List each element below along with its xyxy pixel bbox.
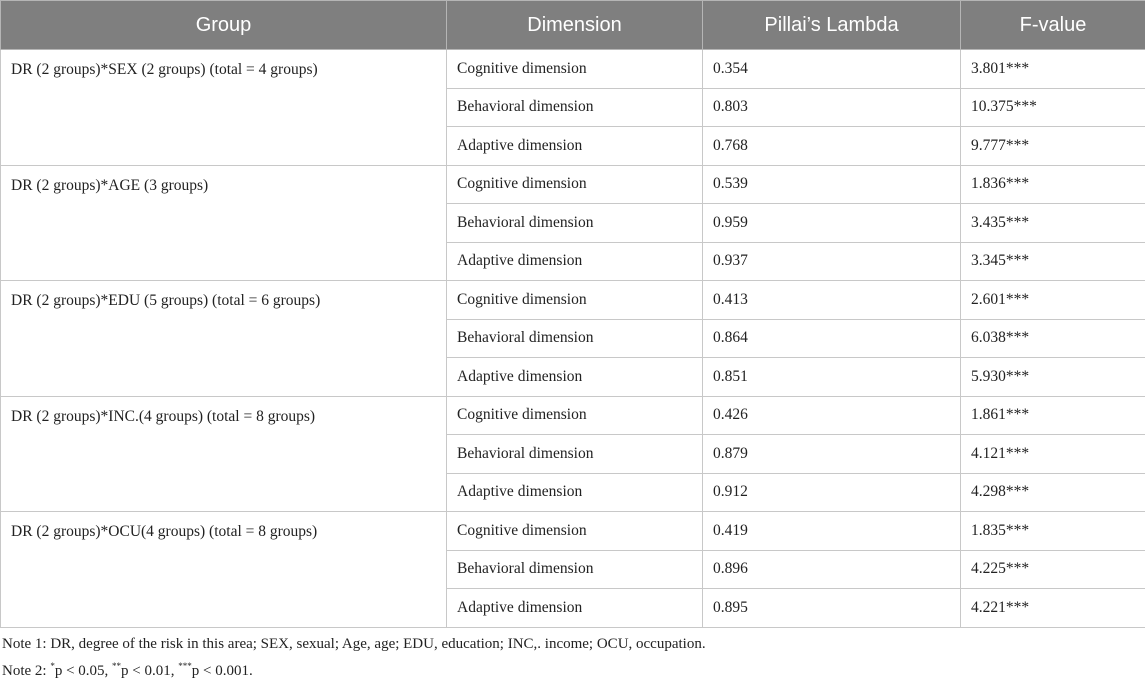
- f-value-cell: 3.435***: [961, 204, 1145, 243]
- table-row: [1, 396, 1145, 435]
- table-row: [1, 281, 1145, 320]
- f-value-cell: 4.298***: [961, 473, 1145, 512]
- f-value-cell: 2.601***: [961, 281, 1145, 320]
- f-value-cell: 4.221***: [961, 589, 1145, 628]
- lambda-cell: 0.539: [703, 165, 961, 204]
- f-value-cell: 1.861***: [961, 396, 1145, 435]
- dimension-cell: Adaptive dimension: [447, 473, 703, 512]
- table-header: [1, 1, 1145, 50]
- dimension-cell: Cognitive dimension: [447, 512, 703, 551]
- dimension-cell: Adaptive dimension: [447, 358, 703, 397]
- note-2-text: p < 0.05,: [55, 663, 112, 679]
- dimension-cell: Behavioral dimension: [447, 319, 703, 358]
- table-body: [1, 50, 1145, 628]
- lambda-cell: 0.803: [703, 88, 961, 127]
- table-row: [1, 512, 1145, 551]
- lambda-cell: 0.879: [703, 435, 961, 474]
- dimension-cell: Behavioral dimension: [447, 88, 703, 127]
- f-value-cell: 3.801***: [961, 50, 1145, 89]
- dimension-cell: Behavioral dimension: [447, 204, 703, 243]
- note-2-prefix: Note 2:: [2, 663, 50, 679]
- group-label: DR (2 groups)*AGE (3 groups): [1, 165, 447, 281]
- lambda-cell: 0.426: [703, 396, 961, 435]
- header-group: Group: [1, 1, 447, 50]
- dimension-cell: Behavioral dimension: [447, 550, 703, 589]
- lambda-cell: 0.912: [703, 473, 961, 512]
- group-label: DR (2 groups)*INC.(4 groups) (total = 8 groups): [1, 396, 447, 512]
- lambda-cell: 0.959: [703, 204, 961, 243]
- dimension-cell: Cognitive dimension: [447, 281, 703, 320]
- f-value-cell: 4.121***: [961, 435, 1145, 474]
- f-value-cell: 5.930***: [961, 358, 1145, 397]
- lambda-cell: 0.895: [703, 589, 961, 628]
- table-row: [1, 165, 1145, 204]
- group-label: DR (2 groups)*SEX (2 groups) (total = 4 groups): [1, 50, 447, 166]
- f-value-cell: 10.375***: [961, 88, 1145, 127]
- dimension-cell: Adaptive dimension: [447, 589, 703, 628]
- table-notes: [0, 633, 1145, 682]
- dimension-cell: Adaptive dimension: [447, 242, 703, 281]
- significance-marker: *: [50, 661, 55, 671]
- f-value-cell: 1.836***: [961, 165, 1145, 204]
- header-row: [1, 1, 1145, 50]
- header-dimension: Dimension: [447, 1, 703, 50]
- note-2-text: p < 0.01,: [121, 663, 178, 679]
- header-pillais-lambda: Pillai’s Lambda: [703, 1, 961, 50]
- dimension-cell: Cognitive dimension: [447, 165, 703, 204]
- group-label: DR (2 groups)*OCU(4 groups) (total = 8 groups): [1, 512, 447, 628]
- note-2-text: p < 0.001.: [192, 663, 253, 679]
- lambda-cell: 0.937: [703, 242, 961, 281]
- f-value-cell: 9.777***: [961, 127, 1145, 166]
- dimension-cell: Cognitive dimension: [447, 50, 703, 89]
- note-2: [2, 655, 1145, 682]
- dimension-cell: Behavioral dimension: [447, 435, 703, 474]
- lambda-cell: 0.896: [703, 550, 961, 589]
- lambda-cell: 0.354: [703, 50, 961, 89]
- dimension-cell: Adaptive dimension: [447, 127, 703, 166]
- lambda-cell: 0.851: [703, 358, 961, 397]
- group-label: DR (2 groups)*EDU (5 groups) (total = 6 groups): [1, 281, 447, 397]
- lambda-cell: 0.413: [703, 281, 961, 320]
- significance-marker: **: [112, 661, 121, 671]
- significance-marker: ***: [178, 661, 192, 671]
- lambda-cell: 0.864: [703, 319, 961, 358]
- table-row: [1, 50, 1145, 89]
- dimension-cell: Cognitive dimension: [447, 396, 703, 435]
- f-value-cell: 4.225***: [961, 550, 1145, 589]
- note-1: Note 1: DR, degree of the risk in this area; SEX, sexual; Age, age; EDU, education; INC,. income; OCU, occupation.: [2, 633, 1145, 655]
- lambda-cell: 0.419: [703, 512, 961, 551]
- lambda-cell: 0.768: [703, 127, 961, 166]
- f-value-cell: 3.345***: [961, 242, 1145, 281]
- f-value-cell: 6.038***: [961, 319, 1145, 358]
- header-f-value: F-value: [961, 1, 1145, 50]
- f-value-cell: 1.835***: [961, 512, 1145, 551]
